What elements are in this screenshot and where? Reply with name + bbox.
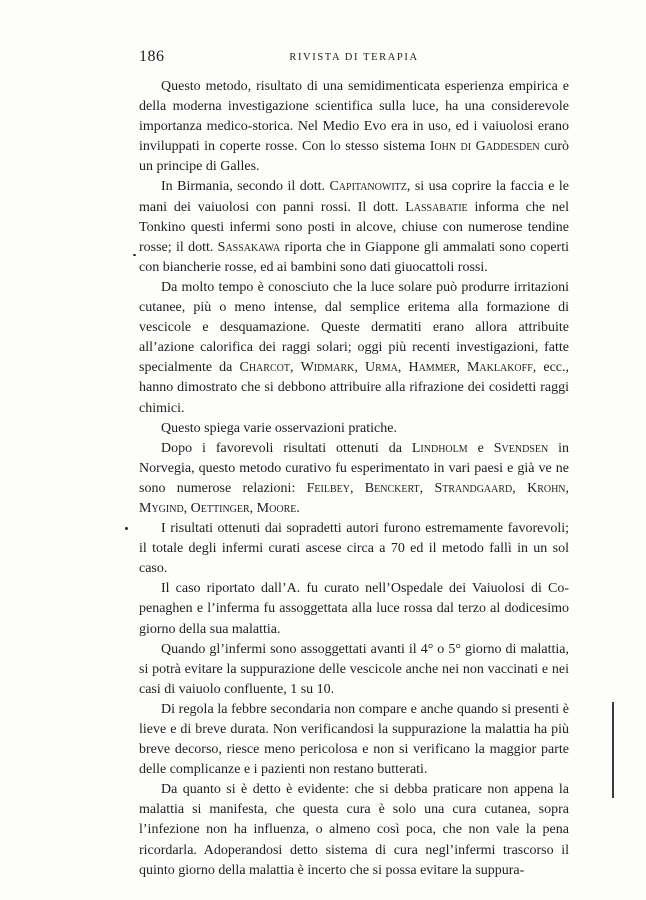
author-name: Iohn di Gaddesden (429, 139, 540, 155)
paragraph (139, 419, 569, 439)
text-run: I risultati ottenuti dai sopradetti autori furono estremamente favorevoli; il totale degli infermi curati ascese circa a 70 ed il metodo fallì in un sol caso. (139, 521, 569, 577)
text-run: , (456, 360, 467, 376)
author-name: Lindholm (411, 440, 468, 456)
author-name: Capitanowitz (329, 179, 407, 195)
paragraph (139, 519, 569, 579)
author-name: Krohn (527, 480, 566, 496)
text-run: Da quanto si è detto è evidente: che si debba praticare non appena la malattia si manifesta, che questa cura è solo una cura cutanea, sopra l’infezione non ha influenza, o almeno così poca, che non vale la pena ricordarla. Adoperandosi detto sistema di cura negl’infermi trascorso il quinto giorno della malattia è incerto che si possa evitare la suppura- (139, 782, 569, 878)
text-run: in Norvegia, questo metodo curativo fu esperimentato in vari paesi e già ve ne sono numerose relazioni: (139, 440, 570, 496)
author-name: Svendsen (493, 440, 549, 456)
text-run: Questo spiega varie osservazioni pratiche. (161, 420, 397, 436)
text-run: Da molto tempo è conosciuto che la luce solare può produrre irritazioni cutanee, più o meno intense, dal semplice eritema alla formazione di vescicole e desquamazione. Queste dermatiti erano allora attribuite all’azione calorifica dei raggi solari; oggi più recenti investigazioni, fatte specialmente da (139, 279, 569, 376)
text-run: , (354, 360, 365, 376)
text-run: , ecc., hanno dimostrato che si debbono attribuire alla rifrazione dei cosidetti raggi chimici. (139, 360, 570, 416)
author-name: Hammer (408, 360, 457, 376)
text-run: , (419, 480, 435, 496)
text-run: Di regola la febbre secondaria non compare e anche quando si presenti è lieve e di breve durata. Non verificandosi la suppurazione la malattia ha più breve decorso, riesce meno pericolosa e non si verificano la maggior parte delle complicanze e i pazienti non restano butterati. (139, 701, 569, 778)
paragraph (139, 780, 569, 880)
paragraph (139, 278, 569, 419)
text-run: e (467, 440, 494, 456)
page-number: 186 (139, 48, 165, 65)
author-name: Widmark (300, 360, 355, 376)
text-run: Questo metodo, risultato di una semidimenticata esperienza empirica e della moderna investigazione scientifica sulla luce, ha una considerevole importanza medico-storica. Nel Medio Evo era in uso, ed i vaiuolosi erano inviluppati in coperte rosse. Con lo stesso sistema (139, 79, 569, 155)
author-name: Urma (364, 360, 398, 376)
text-run: , (183, 500, 191, 516)
author-name: Maklakoff (466, 360, 533, 376)
author-name: Charcot (239, 360, 290, 376)
paragraph (139, 177, 569, 277)
running-title: RIVISTA DI TERAPIA (289, 52, 419, 63)
text-run: Quando gl’infermi sono assoggettati avanti il 4° o 5° giorno di malattia, si potrà evitare la suppurazione delle vescicole anche nei non vaccinati e nei casi di vaiuolo confluente, 1 su 10. (139, 641, 569, 697)
text-run: , (249, 500, 257, 516)
author-name: Oettinger (190, 500, 250, 516)
author-name: Mygind (139, 500, 184, 516)
text-run: Dopo i favorevoli risultati ottenuti da (161, 440, 412, 456)
text-run: , (349, 480, 365, 496)
paragraph (139, 77, 569, 177)
text-run: , si usa coprire la faccia e le mani dei vaiuolosi con panni rossi. Il dott. (139, 179, 569, 215)
author-name: Moore (256, 500, 297, 516)
text-run: curò un principe di Galles. (139, 139, 569, 175)
author-name: Strandgaard (434, 480, 513, 496)
paragraph (139, 640, 569, 700)
author-name: Benckert (364, 480, 420, 496)
text-run: Il caso riportato dall’A. fu curato nell’Ospedale dei Vaiuolosi di Copenaghen e l’inferma fu assoggettata alla luce rossa dal terzo al dodicesimo giorno della sua malattia. (139, 581, 569, 637)
paragraph (139, 579, 569, 639)
paragraph (139, 439, 569, 519)
body-text (139, 77, 569, 881)
text-run: riporta che in Giappone gli ammalati sono coperti con biancherie rosse, ed ai bambini sono dati giuocattoli rossi. (139, 239, 569, 275)
ink-speck (133, 254, 136, 256)
text-run: . (296, 500, 300, 516)
text-run: , (397, 360, 409, 376)
author-name: Sassakawa (217, 239, 281, 255)
page-header (139, 48, 569, 70)
text-run: In Birmania, secondo il dott. (161, 179, 330, 195)
text-run: , (565, 480, 570, 496)
author-name: Lassabatie (405, 199, 468, 215)
author-name: Feilbey (306, 480, 350, 496)
text-run: informa che nel Tonkino questi infermi sono posti in alcove, chiuse con numerose tendine rosse; il dott. (139, 199, 569, 255)
paragraph (139, 700, 569, 780)
text-run: , (512, 480, 528, 496)
text-run: , (289, 360, 301, 376)
ink-speck (125, 527, 128, 530)
margin-rule (612, 702, 614, 798)
